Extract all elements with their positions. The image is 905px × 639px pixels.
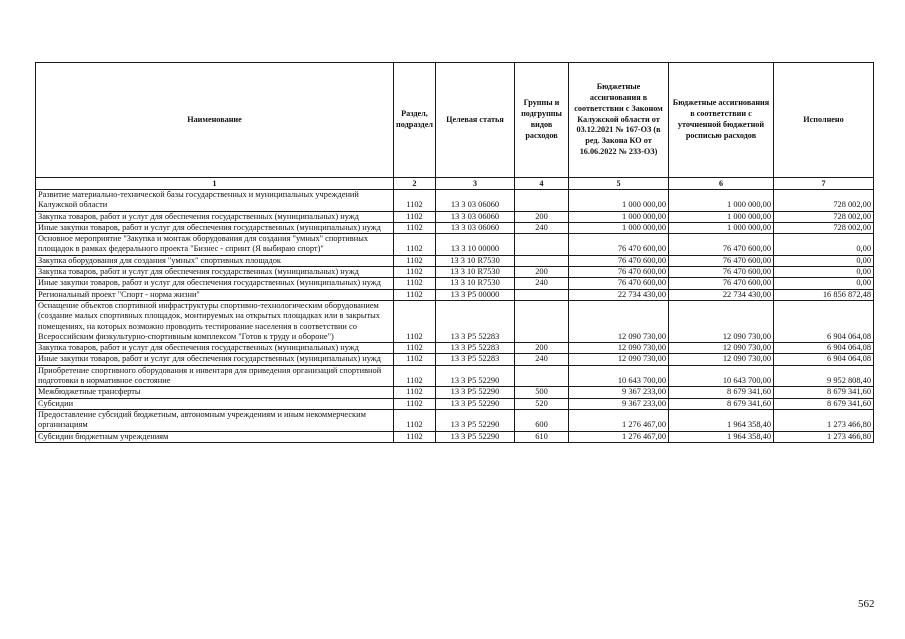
table-row (36, 354, 874, 365)
cell-section: 1102 (394, 409, 436, 431)
cell-target-article: 13 3 03 06060 (436, 211, 515, 222)
cell-law-allocation: 22 734 430,00 (569, 289, 669, 300)
cell-refined-allocation: 1 964 358,40 (669, 409, 774, 431)
cell-name: Субсидии (36, 398, 394, 409)
table-row (36, 222, 874, 233)
column-number: 2 (394, 178, 436, 190)
cell-target-article: 13 3 10 00000 (436, 234, 515, 256)
table-row (36, 255, 874, 266)
cell-refined-allocation: 1 000 000,00 (669, 190, 774, 212)
cell-expense-group: 200 (515, 211, 569, 222)
table-row (36, 289, 874, 300)
cell-refined-allocation: 76 470 600,00 (669, 267, 774, 278)
cell-section: 1102 (394, 354, 436, 365)
table-row (36, 409, 874, 431)
cell-name: Основное мероприятие "Закупка и монтаж оборудования для создания "умных" спортивных площадок в рамках федерального проекта "Бизнес - спринт (Я выбираю спорт)" (36, 234, 394, 256)
cell-law-allocation: 12 090 730,00 (569, 343, 669, 354)
table-row (36, 398, 874, 409)
cell-law-allocation: 1 276 467,00 (569, 431, 669, 442)
cell-section: 1102 (394, 222, 436, 233)
cell-expense-group: 520 (515, 398, 569, 409)
cell-refined-allocation: 1 964 358,40 (669, 431, 774, 442)
cell-law-allocation: 76 470 600,00 (569, 255, 669, 266)
column-number: 6 (669, 178, 774, 190)
cell-law-allocation: 12 090 730,00 (569, 354, 669, 365)
cell-section: 1102 (394, 387, 436, 398)
column-number: 1 (36, 178, 394, 190)
cell-target-article: 13 3 10 R7530 (436, 278, 515, 289)
cell-refined-allocation: 12 090 730,00 (669, 354, 774, 365)
cell-expense-group: 240 (515, 278, 569, 289)
cell-expense-group: 240 (515, 354, 569, 365)
table-row (36, 343, 874, 354)
cell-executed: 728 002,00 (774, 190, 874, 212)
cell-law-allocation: 9 367 233,00 (569, 398, 669, 409)
cell-section: 1102 (394, 211, 436, 222)
table-row (36, 431, 874, 442)
cell-expense-group: 200 (515, 343, 569, 354)
column-number: 5 (569, 178, 669, 190)
cell-refined-allocation: 76 470 600,00 (669, 255, 774, 266)
table-row (36, 211, 874, 222)
cell-section: 1102 (394, 431, 436, 442)
cell-refined-allocation: 8 679 341,60 (669, 398, 774, 409)
header-law-allocations: Бюджетные ассигнования в соответствии с Законом Калужской области от 03.12.2021 № 167-ОЗ (в ред. Закона КО от 16.06.2022 № 233-ОЗ) (569, 63, 669, 178)
cell-expense-group: 600 (515, 409, 569, 431)
table-row (36, 190, 874, 212)
header-executed: Исполнено (774, 63, 874, 178)
cell-name: Приобретение спортивного оборудования и инвентаря для приведения организаций спортивной подготовки в нормативное состояние (36, 365, 394, 387)
cell-target-article: 13 3 10 R7530 (436, 255, 515, 266)
header-refined-allocations: Бюджетные ассигнования в соответствии с уточненной бюджетной росписью расходов (669, 63, 774, 178)
cell-law-allocation: 1 000 000,00 (569, 190, 669, 212)
budget-table (35, 62, 874, 443)
cell-name: Предоставление субсидий бюджетным, автономным учреждениям и иным некоммерческим организациям (36, 409, 394, 431)
cell-refined-allocation: 76 470 600,00 (669, 278, 774, 289)
table-row (36, 365, 874, 387)
cell-executed: 0,00 (774, 267, 874, 278)
cell-executed: 8 679 341,60 (774, 387, 874, 398)
cell-target-article: 13 3 03 06060 (436, 190, 515, 212)
cell-law-allocation: 76 470 600,00 (569, 278, 669, 289)
cell-law-allocation: 9 367 233,00 (569, 387, 669, 398)
header-expense-group: Группы и подгруппы видов расходов (515, 63, 569, 178)
cell-expense-group: 500 (515, 387, 569, 398)
cell-section: 1102 (394, 267, 436, 278)
cell-name: Иные закупки товаров, работ и услуг для обеспечения государственных (муниципальных) нужд (36, 278, 394, 289)
cell-name: Субсидии бюджетным учреждениям (36, 431, 394, 442)
table-row (36, 387, 874, 398)
cell-expense-group (515, 234, 569, 256)
cell-name: Иные закупки товаров, работ и услуг для обеспечения государственных (муниципальных) нужд (36, 354, 394, 365)
cell-name: Закупка товаров, работ и услуг для обеспечения государственных (муниципальных) нужд (36, 267, 394, 278)
cell-target-article: 13 3 P5 52290 (436, 387, 515, 398)
cell-refined-allocation: 76 470 600,00 (669, 234, 774, 256)
column-number: 7 (774, 178, 874, 190)
cell-executed: 0,00 (774, 234, 874, 256)
table-header-row (36, 63, 874, 178)
cell-section: 1102 (394, 365, 436, 387)
cell-expense-group (515, 255, 569, 266)
column-number: 3 (436, 178, 515, 190)
cell-refined-allocation: 22 734 430,00 (669, 289, 774, 300)
cell-section: 1102 (394, 255, 436, 266)
cell-section: 1102 (394, 190, 436, 212)
cell-target-article: 13 3 P5 52290 (436, 398, 515, 409)
cell-executed: 6 904 064,08 (774, 300, 874, 342)
cell-name: Иные закупки товаров, работ и услуг для обеспечения государственных (муниципальных) нужд (36, 222, 394, 233)
table-body (36, 190, 874, 443)
header-section: Раздел, подраздел (394, 63, 436, 178)
cell-law-allocation: 76 470 600,00 (569, 234, 669, 256)
cell-law-allocation: 1 000 000,00 (569, 222, 669, 233)
table-row (36, 278, 874, 289)
cell-section: 1102 (394, 300, 436, 342)
cell-expense-group (515, 300, 569, 342)
cell-target-article: 13 3 P5 52283 (436, 354, 515, 365)
cell-expense-group (515, 190, 569, 212)
cell-refined-allocation: 1 000 000,00 (669, 222, 774, 233)
header-target-article: Целевая статья (436, 63, 515, 178)
cell-section: 1102 (394, 278, 436, 289)
cell-law-allocation: 1 276 467,00 (569, 409, 669, 431)
table-row (36, 234, 874, 256)
column-number-row (36, 178, 874, 190)
cell-name: Межбюджетные трансферты (36, 387, 394, 398)
cell-executed: 1 273 466,80 (774, 409, 874, 431)
cell-law-allocation: 12 090 730,00 (569, 300, 669, 342)
cell-law-allocation: 76 470 600,00 (569, 267, 669, 278)
cell-law-allocation: 10 643 700,00 (569, 365, 669, 387)
cell-target-article: 13 3 P5 00000 (436, 289, 515, 300)
cell-executed: 1 273 466,80 (774, 431, 874, 442)
cell-expense-group: 610 (515, 431, 569, 442)
cell-target-article: 13 3 10 R7530 (436, 267, 515, 278)
cell-refined-allocation: 12 090 730,00 (669, 343, 774, 354)
cell-executed: 9 952 808,40 (774, 365, 874, 387)
cell-name: Региональный проект "Спорт - норма жизни" (36, 289, 394, 300)
cell-target-article: 13 3 P5 52283 (436, 343, 515, 354)
header-name: Наименование (36, 63, 394, 178)
cell-expense-group (515, 289, 569, 300)
cell-name: Развитие материально-технической базы государственных и муниципальных учреждений Калужской области (36, 190, 394, 212)
cell-name: Закупка товаров, работ и услуг для обеспечения государственных (муниципальных) нужд (36, 211, 394, 222)
cell-name: Закупка оборудования для создания "умных" спортивных площадок (36, 255, 394, 266)
cell-executed: 8 679 341,60 (774, 398, 874, 409)
cell-refined-allocation: 10 643 700,00 (669, 365, 774, 387)
cell-law-allocation: 1 000 000,00 (569, 211, 669, 222)
cell-target-article: 13 3 P5 52290 (436, 431, 515, 442)
cell-executed: 16 856 872,48 (774, 289, 874, 300)
cell-refined-allocation: 1 000 000,00 (669, 211, 774, 222)
column-number: 4 (515, 178, 569, 190)
cell-refined-allocation: 12 090 730,00 (669, 300, 774, 342)
cell-expense-group: 240 (515, 222, 569, 233)
cell-executed: 0,00 (774, 255, 874, 266)
cell-name: Оснащение объектов спортивной инфраструктуры спортивно-технологическим оборудованием (создание малых спортивных площадок, монтируемых на открытых площадках или в закрытых помещениях, на которых возможно проводить тестирование населения в соответствии со Всероссийским физкультурно-спортивным комплексом "Готов к труду и обороне") (36, 300, 394, 342)
cell-name: Закупка товаров, работ и услуг для обеспечения государственных (муниципальных) нужд (36, 343, 394, 354)
cell-executed: 6 904 064,08 (774, 354, 874, 365)
cell-section: 1102 (394, 398, 436, 409)
cell-target-article: 13 3 P5 52290 (436, 365, 515, 387)
table-row (36, 267, 874, 278)
page-number: 562 (858, 598, 875, 610)
cell-target-article: 13 3 P5 52290 (436, 409, 515, 431)
cell-expense-group: 200 (515, 267, 569, 278)
cell-section: 1102 (394, 234, 436, 256)
cell-executed: 728 002,00 (774, 222, 874, 233)
cell-executed: 728 002,00 (774, 211, 874, 222)
cell-refined-allocation: 8 679 341,60 (669, 387, 774, 398)
cell-executed: 0,00 (774, 278, 874, 289)
cell-target-article: 13 3 P5 52283 (436, 300, 515, 342)
cell-section: 1102 (394, 343, 436, 354)
cell-expense-group (515, 365, 569, 387)
cell-executed: 6 904 064,08 (774, 343, 874, 354)
cell-section: 1102 (394, 289, 436, 300)
cell-target-article: 13 3 03 06060 (436, 222, 515, 233)
table-row (36, 300, 874, 342)
